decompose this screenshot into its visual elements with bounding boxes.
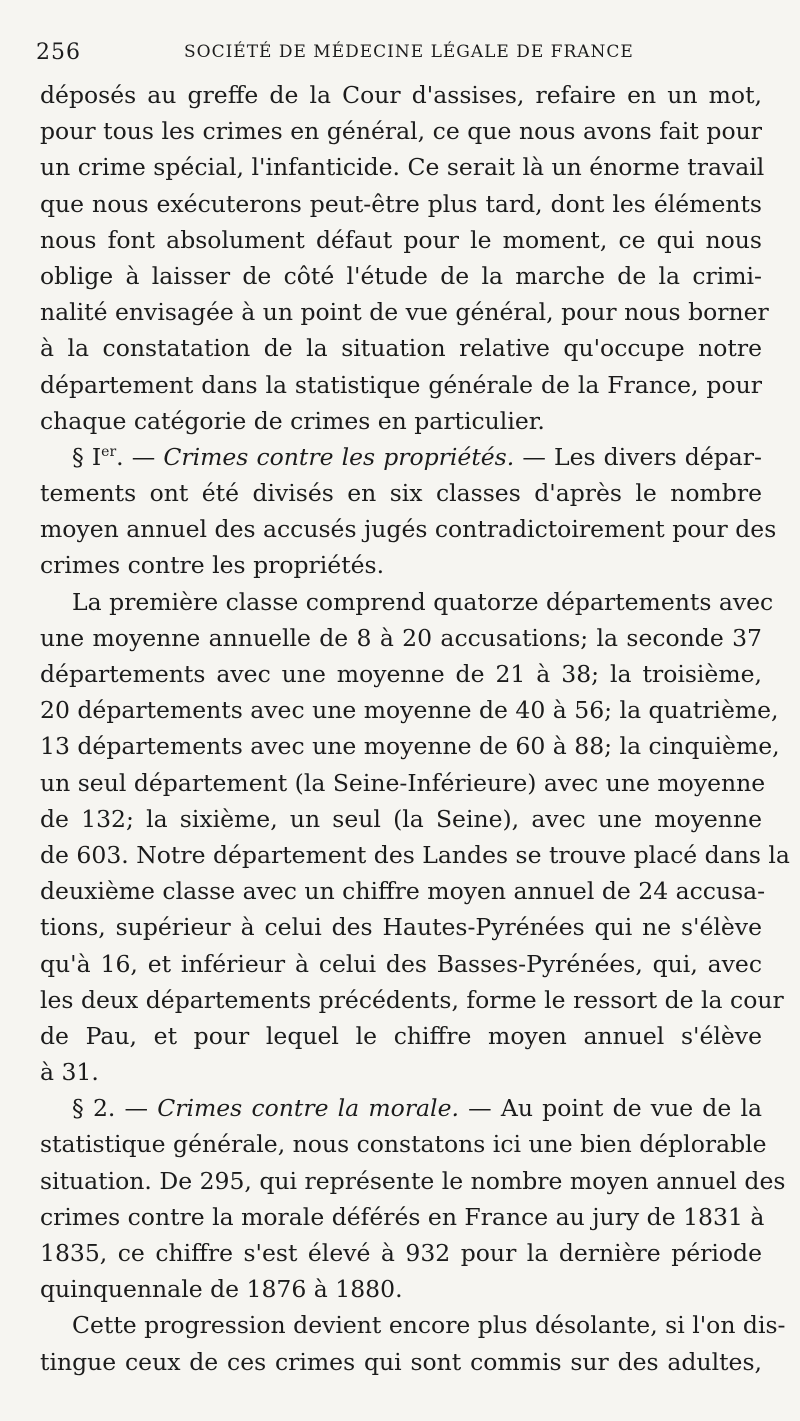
text-line: de 603. Notre département des Landes se trouve placé dans la — [40, 840, 790, 869]
text-line: crimes contre les propriétés. — [40, 551, 385, 580]
text-line: La première classe comprend quatorze départements avec — [72, 587, 774, 616]
text-line: chaque catégorie de crimes en particulier. — [40, 406, 545, 435]
text-line: de 132; la sixième, un seul (la Seine), avec une moyenne — [40, 804, 762, 833]
text-line: que nous exécuterons peut-être plus tard, dont les éléments — [40, 189, 762, 218]
text-line: moyen annuel des accusés jugés contradictoirement pour des — [40, 515, 777, 544]
section-heading-2 — [40, 1090, 762, 1126]
text-line: à la constatation de la situation relative qu'occupe notre — [40, 334, 762, 363]
text-line: départements avec une moyenne de 21 à 38; la troisième, — [40, 660, 762, 688]
section-mark: § 2. — — [72, 1094, 149, 1123]
text-line: qu'à 16, et inférieur à celui des Basses-Pyrénées, qui, avec — [40, 949, 762, 978]
text-line: Cette progression devient encore plus désolante, si l'on dis- — [72, 1311, 786, 1340]
text-line: tingue ceux de ces crimes qui sont commis sur des adultes, — [40, 1347, 762, 1376]
text-line: situation. De 295, qui représente le nombre moyen annuel des — [40, 1166, 786, 1195]
text-line: 13 départements avec une moyenne de 60 à 88; la cinquième, — [40, 732, 780, 761]
text-line: nalité envisagée à un point de vue général, pour nous borner — [40, 298, 769, 327]
running-title: SOCIÉTÉ DE MÉDECINE LÉGALE DE FRANCE — [184, 42, 634, 62]
section-lead: — Les divers dépar- — [522, 442, 762, 471]
section-heading-1 — [40, 439, 762, 475]
text-line: département dans la statistique générale de la France, pour — [40, 370, 762, 399]
text-line: crimes contre la morale déférés en France au jury de 1831 à — [40, 1202, 765, 1231]
page-number: 256 — [36, 40, 81, 65]
text-line: statistique générale, nous constatons ici une bien déplorable — [40, 1130, 767, 1159]
text-line: deuxième classe avec un chiffre moyen annuel de 24 accusa- — [40, 877, 766, 906]
text-line: à 31. — [40, 1058, 99, 1087]
text-line: nous font absolument défaut pour le moment, ce qui nous — [40, 225, 762, 254]
section-title: Crimes contre la morale. — [157, 1094, 459, 1123]
text-line: de Pau, et pour lequel le chiffre moyen annuel s'élève — [40, 1021, 762, 1050]
text-line: déposés au greffe de la Cour d'assises, refaire en un mot, — [40, 81, 762, 109]
text-line: un seul département (la Seine-Inférieure) avec une moyenne — [40, 768, 766, 797]
text-line: un crime spécial, l'infanticide. Ce serait là un énorme travail — [40, 153, 765, 182]
text-line: tions, supérieur à celui des Hautes-Pyrénées qui ne s'élève — [40, 913, 762, 942]
section-lead: — Au point de vue de la — [468, 1094, 762, 1123]
text-line: tements ont été divisés en six classes d'après le nombre — [40, 479, 762, 508]
section-title: Crimes contre les propriétés. — [163, 442, 515, 471]
text-line: oblige à laisser de côté l'étude de la marche de la crimi- — [40, 261, 762, 290]
text-line: une moyenne annuelle de 8 à 20 accusations; la seconde 37 — [40, 623, 762, 652]
section-mark: § I — [72, 442, 102, 471]
text-line: 20 départements avec une moyenne de 40 à 56; la quatrième, — [40, 696, 779, 725]
page-header — [36, 40, 756, 70]
text-line: quinquennale de 1876 à 1880. — [40, 1275, 403, 1304]
text-line: les deux départements précédents, forme le ressort de la cour — [40, 985, 784, 1014]
section-mark-sup: er — [101, 444, 117, 461]
text-line: 1835, ce chiffre s'est élevé à 932 pour la dernière période — [40, 1239, 762, 1267]
text-line: pour tous les crimes en général, ce que nous avons fait pour — [40, 117, 762, 146]
page-body — [40, 77, 790, 1380]
section-mark-end: . — — [116, 442, 156, 471]
